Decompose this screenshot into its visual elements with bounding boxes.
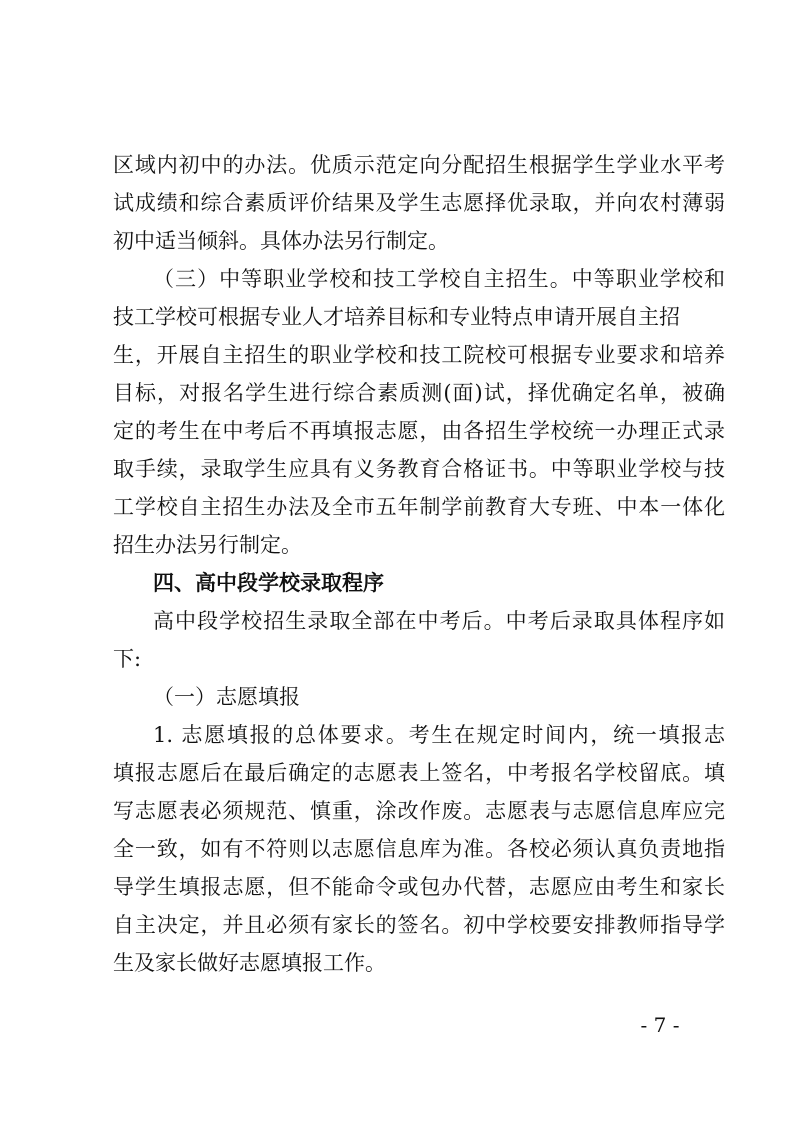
text-line: 工学校自主招生办法及全市五年制学前教育大专班、中本一体化 — [113, 495, 725, 519]
text-line: 高中段学校招生录取全部在中考后。中考后录取具体程序如 — [153, 609, 725, 633]
text-line: 填报志愿后在最后确定的志愿表上签名，中考报名学校留底。填 — [113, 761, 725, 785]
text-line: 生及家长做好志愿填报工作。 — [113, 951, 386, 975]
body-text — [113, 146, 725, 982]
text-line: 初中适当倾斜。具体办法另行制定。 — [113, 229, 449, 253]
text-line: 全一致，如有不符则以志愿信息库为准。各校必须认真负责地指 — [113, 837, 725, 861]
section-heading: 四、高中段学校录取程序 — [153, 571, 384, 595]
paragraph-4 — [113, 716, 725, 982]
paragraph-2 — [113, 260, 725, 564]
text-line: 自主决定，并且必须有家长的签名。初中学校要安排教师指导学 — [113, 913, 725, 937]
paragraph-3 — [113, 602, 725, 678]
text-line: 技工学校可根据专业人才培养目标和专业特点申请开展自主招 — [113, 305, 680, 329]
text-line: 生，开展自主招生的职业学校和技工院校可根据专业要求和培养 — [113, 343, 725, 367]
page-number: - 7 - — [640, 1013, 680, 1037]
text-line: 写志愿表必须规范、慎重，涂改作废。志愿表与志愿信息库应完 — [113, 799, 725, 823]
text-line: 1. 志愿填报的总体要求。考生在规定时间内，统一填报志 — [153, 723, 725, 747]
text-line: 目标，对报名学生进行综合素质测(面)试，择优确定名单，被确 — [113, 381, 725, 405]
text-line: 定的考生在中考后不再填报志愿，由各招生学校统一办理正式录 — [113, 419, 725, 443]
paragraph-1 — [113, 146, 725, 260]
text-line: 取手续，录取学生应具有义务教育合格证书。中等职业学校与技 — [113, 457, 725, 481]
text-line: 区域内初中的办法。优质示范定向分配招生根据学生学业水平考 — [113, 153, 725, 177]
text-line: 导学生填报志愿，但不能命令或包办代替，志愿应由考生和家长 — [113, 875, 725, 899]
subsection-heading: （一）志愿填报 — [153, 685, 300, 709]
text-line: 试成绩和综合素质评价结果及学生志愿择优录取，并向农村薄弱 — [113, 191, 725, 215]
text-line: 下: — [113, 647, 142, 671]
text-line: 招生办法另行制定。 — [113, 533, 302, 557]
text-line: （三）中等职业学校和技工学校自主招生。中等职业学校和 — [153, 267, 725, 291]
